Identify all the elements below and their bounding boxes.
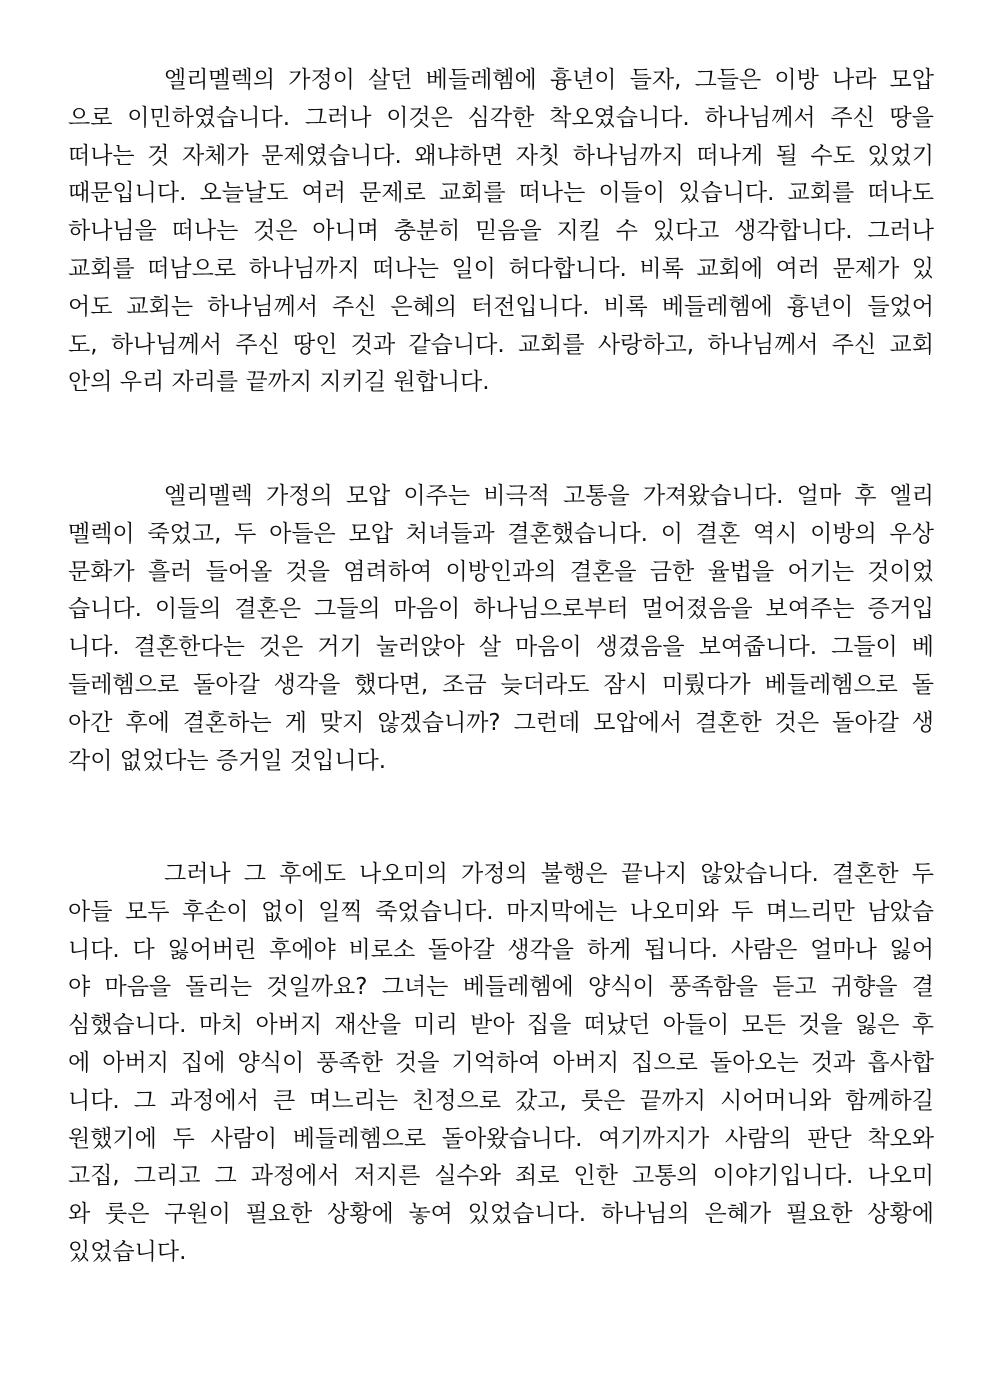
text-line: 도, 하나님께서 주신 땅인 것과 같습니다. 교회를 사랑하고, 하나님께서 주신 교회 [68, 331, 934, 358]
text-line: 있었습니다. [68, 1238, 187, 1265]
text-line: 어도 교회는 하나님께서 주신 은혜의 터전입니다. 비록 베들레헴에 흉년이 들었어 [68, 293, 934, 320]
text-line: 들레헴으로 돌아갈 생각을 했다면, 조금 늦더라도 잠시 미뤘다가 베들레헴으로 돌 [68, 671, 934, 698]
text-line: 니다. 결혼한다는 것은 거기 눌러앉아 살 마음이 생겼음을 보여줍니다. 그들이 베 [68, 634, 934, 661]
text-line: 엘리멜렉 가정의 모압 이주는 비극적 고통을 가져왔습니다. 얼마 후 엘리 [164, 483, 934, 509]
paragraph-1 [68, 62, 934, 402]
text-line: 안의 우리 자리를 끝까지 지키길 원합니다. [68, 369, 490, 396]
text-line: 교회를 떠남으로 하나님까지 떠나는 일이 허다합니다. 비록 교회에 여러 문제가 있 [68, 255, 934, 282]
text-line: 하나님을 떠나는 것은 아니며 충분히 믿음을 지킬 수 있다고 생각합니다. 그러나 [68, 218, 934, 245]
text-line: 습니다. 이들의 결혼은 그들의 마음이 하나님으로부터 멀어졌음을 보여주는 증거입 [68, 596, 934, 623]
text-line: 문화가 흘러 들어올 것을 염려하여 이방인과의 결혼을 금한 율법을 어기는 것이었 [68, 558, 934, 585]
text-line: 니다. 그 과정에서 큰 며느리는 친정으로 갔고, 룻은 끝까지 시어머니와 함께하길 [68, 1087, 934, 1114]
text-line: 원했기에 두 사람이 베들레헴으로 돌아왔습니다. 여기까지가 사람의 판단 착오와 [68, 1125, 934, 1152]
paragraph-3 [68, 856, 934, 1272]
text-line: 심했습니다. 마치 아버지 재산을 미리 받아 집을 떠났던 아들이 모든 것을 잃은 후 [68, 1012, 934, 1039]
paragraph-2 [68, 478, 934, 780]
text-line: 으로 이민하였습니다. 그러나 이것은 심각한 착오였습니다. 하나님께서 주신 땅을 [68, 104, 934, 131]
text-line: 아간 후에 결혼하는 게 맞지 않겠습니까? 그런데 모압에서 결혼한 것은 돌아갈 생 [68, 709, 934, 736]
text-line: 고집, 그리고 그 과정에서 저지른 실수와 죄로 인한 고통의 이야기입니다. 나오미 [68, 1163, 934, 1190]
text-line: 엘리멜렉의 가정이 살던 베들레헴에 흉년이 들자, 그들은 이방 나라 모압 [164, 67, 934, 93]
text-line: 에 아버지 집에 양식이 풍족한 것을 기억하여 아버지 집으로 돌아오는 것과 흡사합 [68, 1049, 934, 1076]
text-line: 때문입니다. 오늘날도 여러 문제로 교회를 떠나는 이들이 있습니다. 교회를 떠나도 [68, 180, 934, 207]
text-line: 야 마음을 돌리는 것일까요? 그녀는 베들레헴에 양식이 풍족함을 듣고 귀향을 결 [68, 974, 934, 1001]
text-line: 각이 없었다는 증거일 것입니다. [68, 747, 387, 774]
text-line: 아들 모두 후손이 없이 일찍 죽었습니다. 마지막에는 나오미와 두 며느리만 남았습 [68, 898, 934, 925]
text-line: 와 룻은 구원이 필요한 상황에 놓여 있었습니다. 하나님의 은혜가 필요한 상황에 [68, 1201, 934, 1228]
text-line: 멜렉이 죽었고, 두 아들은 모압 처녀들과 결혼했습니다. 이 결혼 역시 이방의 우상 [68, 520, 934, 547]
text-line: 니다. 다 잃어버린 후에야 비로소 돌아갈 생각을 하게 됩니다. 사람은 얼마나 잃어 [68, 936, 934, 963]
text-line: 떠나는 것 자체가 문제였습니다. 왜냐하면 자칫 하나님까지 떠나게 될 수도 있었기 [68, 142, 934, 169]
text-line: 그러나 그 후에도 나오미의 가정의 불행은 끝나지 않았습니다. 결혼한 두 [164, 861, 934, 887]
